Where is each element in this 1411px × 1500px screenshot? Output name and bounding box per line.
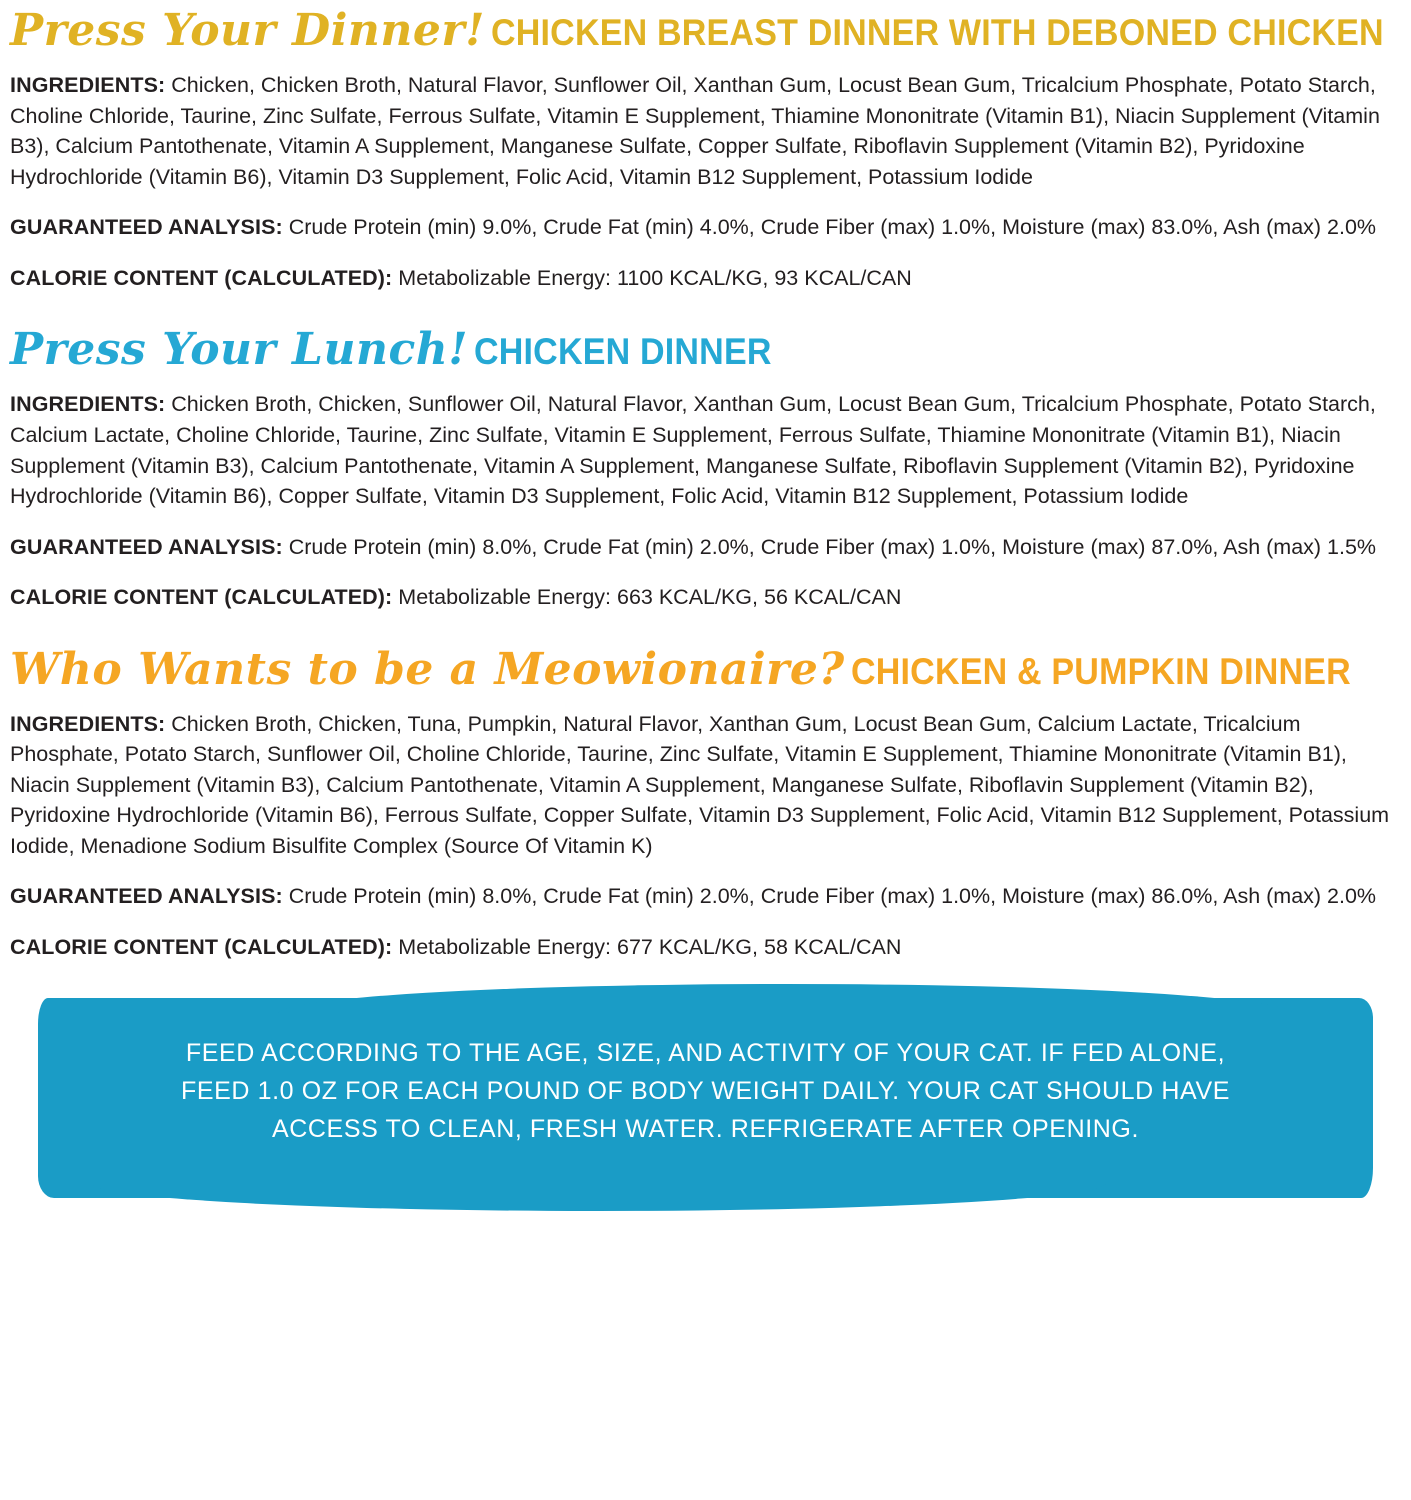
guaranteed-analysis-text-3: Crude Protein (min) 8.0%, Crude Fat (min) 2.0%, Crude Fiber (max) 1.0%, Moisture (max) 86.0%, Ash (max) 2.0% — [288, 884, 1377, 909]
calorie-content-label-3: CALORIE CONTENT (CALCULATED): — [10, 934, 393, 959]
product-caps-title-2: CHICKEN DINNER — [474, 331, 772, 373]
product-section-2 — [10, 324, 1401, 612]
calorie-content-text-1: Metabolizable Energy: 1100 KCAL/KG, 93 KCAL/CAN — [398, 265, 912, 290]
feeding-instructions-text — [10, 1034, 1401, 1148]
calorie-content-paragraph-1 — [10, 263, 1401, 294]
guaranteed-analysis-text-1: Crude Protein (min) 9.0%, Crude Fat (min) 4.0%, Crude Fiber (max) 1.0%, Moisture (max) 83.0%, Ash (max) 2.0% — [288, 215, 1377, 240]
ingredients-text-2: Chicken Broth, Chicken, Sunflower Oil, Natural Flavor, Xanthan Gum, Locust Bean Gum, Tricalcium Phosphate, Potato Starch, Calcium Lactate, Choline Chloride, Taurine, Zinc Sulfate, Vitamin E Supplement, Ferrous Sulfate, Thiamine Mononitrate (Vitamin B1), Niacin Supplement (Vitamin B3), Calcium Pantothenate, Vitamin A Supplement, Manganese Sulfate, Riboflavin Supplement (Vitamin B2), Pyridoxine Hydrochloride (Vitamin B6), Copper Sulfate, Vitamin D3 Supplement, Folic Acid, Vitamin B12 Supplement, Potassium Iodide — [10, 392, 1376, 509]
calorie-content-text-3: Metabolizable Energy: 677 KCAL/KG, 58 KCAL/CAN — [398, 934, 902, 959]
ingredients-paragraph-2 — [10, 389, 1401, 511]
ingredients-text-1: Chicken, Chicken Broth, Natural Flavor, Sunflower Oil, Xanthan Gum, Locust Bean Gum, Tricalcium Phosphate, Potato Starch, Choline Chloride, Taurine, Zinc Sulfate, Ferrous Sulfate, Vitamin E Supplement, Thiamine Mononitrate (Vitamin B1), Niacin Supplement (Vitamin B3), Calcium Pantothenate, Vitamin A Supplement, Manganese Sulfate, Copper Sulfate, Riboflavin Supplement (Vitamin B2), Pyridoxine Hydrochloride (Vitamin B6), Vitamin D3 Supplement, Folic Acid, Vitamin B12 Supplement, Potassium Iodide — [10, 73, 1380, 189]
guaranteed-analysis-text-2: Crude Protein (min) 8.0%, Crude Fat (min) 2.0%, Crude Fiber (max) 1.0%, Moisture (max) 87.0%, Ash (max) 1.5% — [288, 534, 1377, 559]
calorie-content-text-2: Metabolizable Energy: 663 KCAL/KG, 56 KCAL/CAN — [398, 585, 902, 610]
guaranteed-analysis-paragraph-3 — [10, 881, 1401, 912]
feeding-instructions-line-3: ACCESS TO CLEAN, FRESH WATER. REFRIGERATE AFTER OPENING. — [271, 1115, 1140, 1144]
ingredients-paragraph-3 — [10, 709, 1401, 862]
ingredients-label-2: INGREDIENTS: — [10, 392, 166, 417]
product-headline-3 — [10, 643, 1401, 695]
guaranteed-analysis-paragraph-2 — [10, 532, 1401, 563]
guaranteed-analysis-label-2: GUARANTEED ANALYSIS: — [10, 534, 283, 559]
product-caps-title-3: CHICKEN & PUMPKIN DINNER — [850, 650, 1351, 692]
calorie-content-paragraph-3 — [10, 932, 1401, 963]
product-script-title-3: Who Wants to be a Meowionaire? — [10, 643, 845, 695]
product-headline-1 — [10, 5, 1401, 56]
product-headline-2 — [10, 324, 1401, 376]
feeding-instructions-line-2: FEED 1.0 OZ FOR EACH POUND OF BODY WEIGHT DAILY. YOUR CAT SHOULD HAVE — [180, 1077, 1230, 1106]
product-script-title-1: Press Your Dinner! — [10, 5, 485, 56]
product-section-3 — [10, 643, 1401, 963]
feeding-instructions-banner — [10, 980, 1401, 1215]
product-section-1 — [10, 5, 1401, 293]
guaranteed-analysis-label-1: GUARANTEED ANALYSIS: — [10, 215, 283, 240]
ingredients-text-3: Chicken Broth, Chicken, Tuna, Pumpkin, Natural Flavor, Xanthan Gum, Locust Bean Gum, Calcium Lactate, Tricalcium Phosphate, Potato Starch, Sunflower Oil, Choline Chloride, Taurine, Zinc Sulfate, Vitamin E Supplement, Thiamine Mononitrate (Vitamin B1), Niacin Supplement (Vitamin B3), Calcium Pantothenate, Vitamin A Supplement, Manganese Sulfate, Riboflavin Supplement (Vitamin B2), Pyridoxine Hydrochloride (Vitamin B6), Ferrous Sulfate, Copper Sulfate, Vitamin D3 Supplement, Folic Acid, Vitamin B12 Supplement, Potassium Iodide, Menadione Sodium Bisulfite Complex (Source Of Vitamin K) — [10, 711, 1390, 858]
guaranteed-analysis-paragraph-1 — [10, 212, 1401, 243]
guaranteed-analysis-label-3: GUARANTEED ANALYSIS: — [10, 884, 283, 909]
calorie-content-label-2: CALORIE CONTENT (CALCULATED): — [10, 585, 393, 610]
ingredients-label-3: INGREDIENTS: — [10, 711, 166, 736]
calorie-content-paragraph-2 — [10, 582, 1401, 613]
feeding-instructions-line-1: FEED ACCORDING TO THE AGE, SIZE, AND ACTIVITY OF YOUR CAT. IF FED ALONE, — [185, 1039, 1226, 1068]
product-caps-title-1: CHICKEN BREAST DINNER WITH DEBONED CHICKEN — [490, 12, 1384, 53]
calorie-content-label-1: CALORIE CONTENT (CALCULATED): — [10, 265, 393, 290]
product-script-title-2: Press Your Lunch! — [10, 324, 469, 376]
ingredients-paragraph-1 — [10, 70, 1401, 192]
ingredients-label-1: INGREDIENTS: — [10, 73, 166, 98]
